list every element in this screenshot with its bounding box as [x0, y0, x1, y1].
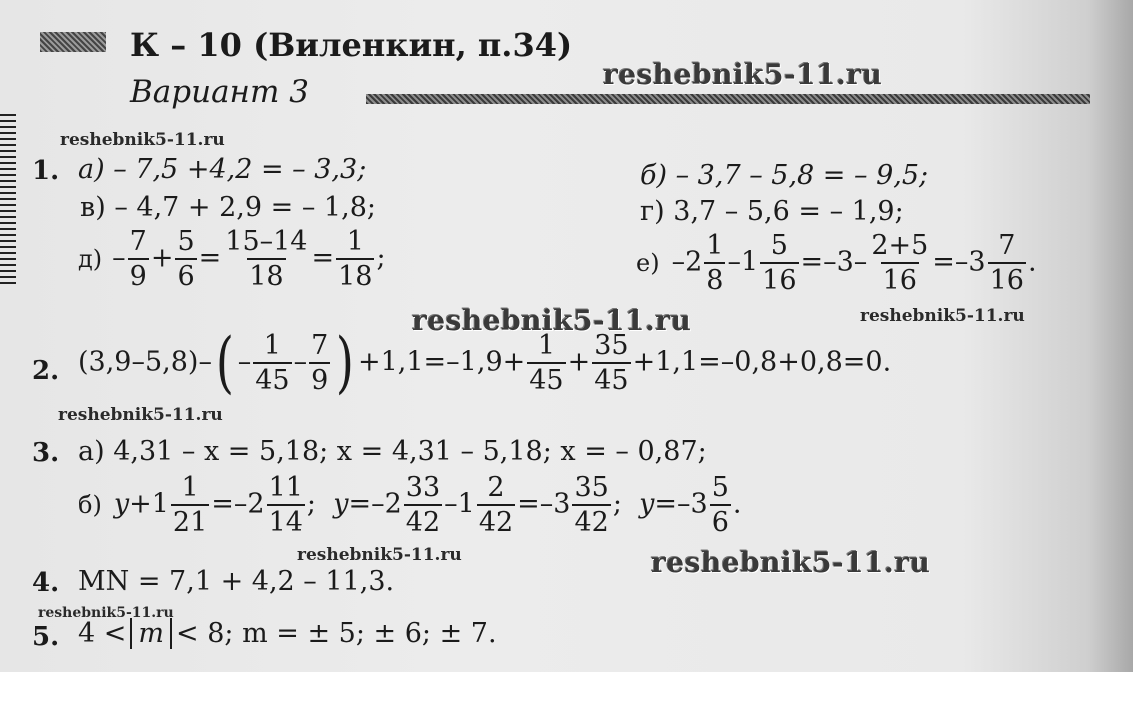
math-expression: – $\frac{7}{9}$ + $\frac{5}{6}$ = $\frac{15-14}{18}$ = $\frac{1}{18}$ ;: [112, 226, 386, 292]
task1-e-label: е): [636, 249, 660, 277]
fraction: $\frac{5}{6}$: [177, 226, 195, 292]
task3-a: а) 4,31 – x = 5,18; x = 4,31 – 5,18; x = – 0,87;: [78, 436, 707, 467]
fraction: $\frac{7}{9}$: [129, 226, 147, 292]
page-title: К – 10 (Виленкин, п.34): [130, 26, 573, 64]
task1-g: г) 3,7 – 5,6 = – 1,9;: [640, 196, 904, 227]
task-number: 2.: [32, 356, 60, 386]
task1-b: б) – 3,7 – 5,8 = – 9,5;: [640, 160, 929, 191]
math-expression: –2 $\frac{1}{8}$ –1 $\frac{5}{16}$ =–3– $\frac{2+5}{16}$ =–3 $\frac{7}{16}$ .: [671, 230, 1037, 296]
task-number: 4.: [32, 568, 60, 598]
watermark: reshebnik5-11.ru: [412, 304, 692, 337]
fraction: $\frac{35}{42}$: [574, 472, 609, 538]
task-number: 3.: [32, 438, 60, 468]
task1-e: [636, 232, 1037, 294]
fraction: $\frac{1}{21}$: [172, 472, 208, 538]
fraction: $\frac{1}{8}$: [706, 230, 724, 296]
task2-expression: [78, 324, 892, 401]
fraction: $\frac{2}{42}$: [478, 472, 514, 538]
fraction: $\frac{5}{16}$: [762, 230, 797, 296]
watermark: reshebnik5-11.ru: [603, 58, 883, 91]
fraction: $\frac{7}{16}$: [989, 230, 1024, 296]
header-decor-bar: [40, 32, 106, 52]
task5-lead: 4 <: [78, 618, 127, 649]
blank-margin: [0, 672, 1133, 708]
fraction: $\frac{33}{42}$: [405, 472, 441, 538]
watermark: reshebnik5-11.ru: [860, 306, 1025, 326]
task-number: 1.: [32, 156, 60, 186]
task1-d: [78, 228, 386, 290]
watermark: reshebnik5-11.ru: [651, 546, 931, 579]
absolute-value-m: m: [130, 618, 172, 649]
fraction: $\frac{35}{45}$: [594, 330, 629, 396]
fraction: $\frac{11}{14}$: [268, 472, 303, 538]
variant-label: Вариант 3: [130, 74, 309, 110]
task1-v: в) – 4,7 + 2,9 = – 1,8;: [80, 192, 376, 223]
watermark: reshebnik5-11.ru: [297, 545, 462, 565]
task1-d-label: д): [78, 245, 103, 273]
fraction: $\frac{15-14}{18}$: [225, 226, 308, 292]
watermark: reshebnik5-11.ru: [58, 405, 223, 425]
fraction: $\frac{1}{45}$: [255, 330, 290, 396]
task4-text: MN = 7,1 + 4,2 – 11,3.: [78, 566, 395, 597]
task1-a: а) – 7,5 +4,2 = – 3,3;: [78, 154, 367, 185]
task3-b-label: б): [78, 491, 102, 519]
watermark: reshebnik5-11.ru: [60, 130, 225, 150]
fraction: $\frac{5}{6}$: [711, 472, 729, 538]
fraction: $\frac{1}{18}$: [338, 226, 373, 292]
fraction: $\frac{7}{9}$: [311, 330, 329, 396]
task-number: 5.: [32, 622, 60, 652]
math-expression: y+1 $\frac{1}{21}$ =–2 $\frac{11}{14}$ ; y=–2 $\frac{33}{42}$ –1 $\frac{2}{42}$ =–3 $\frac{35}{42}$ ; y=–3 $\frac{5}{6}$ .: [113, 472, 742, 538]
fraction: $\frac{1}{45}$: [529, 330, 564, 396]
variant-decor-bar: [366, 94, 1090, 104]
task5-tail: < 8; m = ± 5; ± 6; ± 7.: [176, 618, 497, 649]
task5-expression: [78, 618, 497, 649]
binding-edge-marks: [0, 114, 16, 284]
task3-b: [78, 474, 741, 536]
fraction: $\frac{2+5}{16}$: [871, 230, 929, 296]
math-expression: (3,9–5,8)–( – $\frac{1}{45}$ – $\frac{7}{9}$ ) +1,1=–1,9+ $\frac{1}{45}$ + $\frac{35}{45}$ +1,1=–0,8+0,8=0.: [78, 324, 892, 401]
watermark: reshebnik5-11.ru: [38, 605, 174, 621]
